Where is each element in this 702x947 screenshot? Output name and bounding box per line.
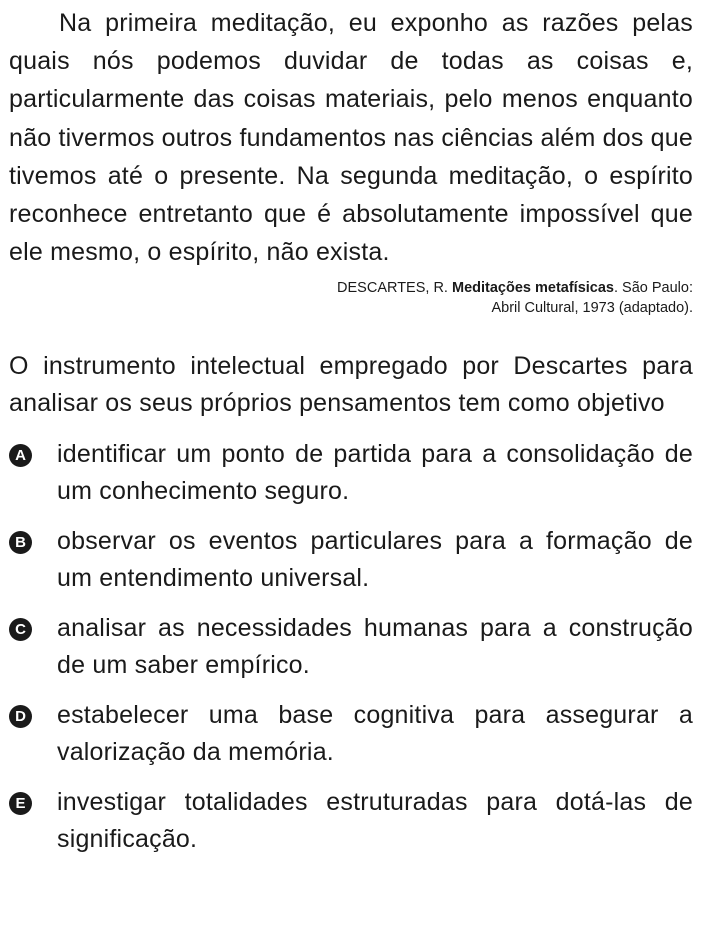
- citation-line-1: [9, 278, 693, 298]
- option-e[interactable]: [9, 784, 693, 857]
- source-citation: [9, 278, 693, 318]
- option-b-letter: B: [9, 531, 32, 554]
- option-e-letter: E: [9, 792, 32, 815]
- option-c-text: analisar as necessidades humanas para a construção de um saber empírico.: [57, 614, 693, 679]
- option-b-text: observar os eventos particulares para a formação de um entendimento universal.: [57, 527, 693, 592]
- answer-options: [9, 436, 693, 857]
- option-d-text: estabelecer uma base cognitiva para assegurar a valorização da memória.: [57, 701, 693, 766]
- exam-question: [9, 4, 693, 871]
- citation-publisher: Abril Cultural, 1973 (adaptado).: [491, 300, 693, 317]
- option-c[interactable]: [9, 610, 693, 683]
- citation-title: Meditações metafísicas: [452, 280, 614, 297]
- option-a-letter: A: [9, 444, 32, 467]
- option-d-letter: D: [9, 705, 32, 728]
- citation-place: . São Paulo:: [614, 280, 693, 297]
- citation-author: DESCARTES, R.: [337, 280, 448, 297]
- option-a-text: identificar um ponto de partida para a consolidação de um conhecimento seguro.: [57, 440, 693, 505]
- option-c-letter: C: [9, 618, 32, 641]
- option-b[interactable]: [9, 523, 693, 596]
- option-d[interactable]: [9, 697, 693, 770]
- option-a[interactable]: [9, 436, 693, 509]
- option-e-text: investigar totalidades estruturadas para dotá-las de significação.: [57, 788, 693, 853]
- passage-text: Na primeira meditação, eu exponho as razões pelas quais nós podemos duvidar de todas as coisas e, particularmente das coisas materiais, pelo menos enquanto não tivermos outros fundamentos nas ciências além dos que tivemos até o presente. Na segunda meditação, o espírito reconhece entretanto que é absolutamente impossível que ele mesmo, o espírito, não exista.: [9, 9, 693, 267]
- question-stem: O instrumento intelectual empregado por Descartes para analisar os seus próprios pensamentos tem como objetivo: [9, 352, 693, 417]
